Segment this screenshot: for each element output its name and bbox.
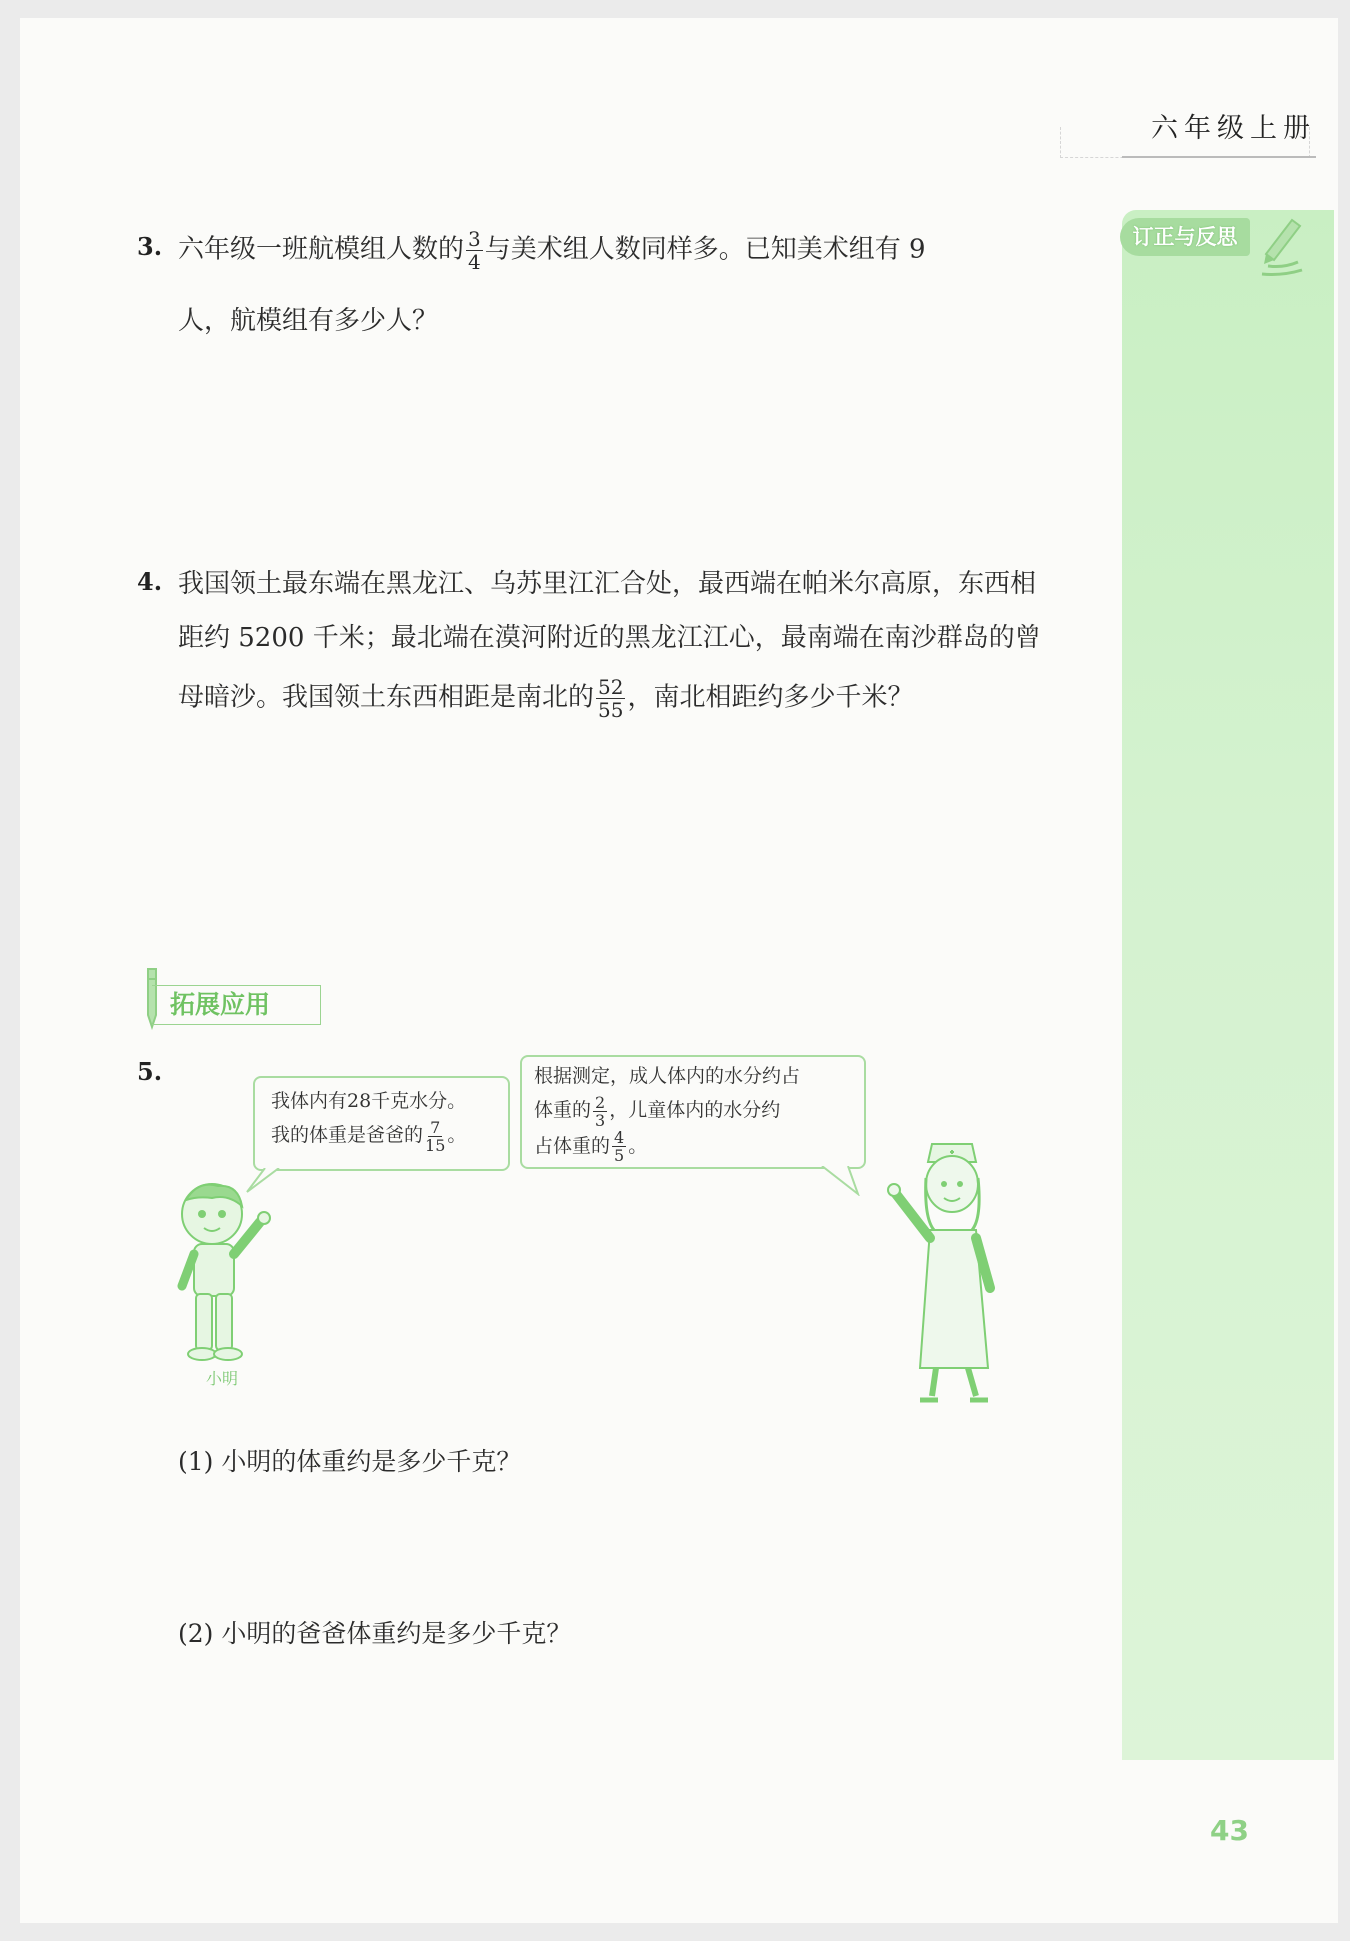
correction-reflection-panel [1122,210,1334,1760]
speech-bubble-doctor [520,1055,866,1169]
grade-header: 六年级上册 [1122,108,1316,158]
bubble-text: 体重的 $\frac{2}{3}$ ，儿童体内的水分约 [534,1092,781,1130]
correction-reflection-tab: 订正与反思 [1120,218,1250,256]
question-5-sub-1: (1) 小明的体重约是多少千克？ [178,1447,522,1476]
page-number: 43 [1210,1814,1249,1847]
pencil-icon [1258,214,1308,284]
fraction-3-4: $\frac{3}{4}$ [468,227,481,274]
bubble-text: 我的体重是爸爸的 $\frac{7}{15}$ 。 [271,1117,467,1155]
fraction-52-55: $\frac{52}{55}$ [598,675,624,722]
question-4-line-2: 距约 5200 千米；最北端在漠河附近的黑龙江江心，最南端在南沙群岛的曾 [178,623,1041,653]
question-4-line-1: 我国领土最东端在黑龙江、乌苏里江汇合处，最西端在帕米尔高原，东西相 [178,569,1037,599]
boy-illustration [168,1178,278,1368]
boy-name-label: 小明 [206,1369,239,1388]
question-3-line-1: 六年级一班航模组人数的 $\frac{3}{4}$ 与美术组人数同样多。已知美术组有 9 [178,227,926,274]
extension-section-title: 拓展应用 [152,985,321,1025]
question-number: 5. [137,1057,163,1086]
question-4-line-3: 母暗沙。我国领土东西相距是南北的 $\frac{52}{55}$ ，南北相距约多少千米？ [178,675,914,722]
bubble-text: 我体内有28千克水分。 [271,1090,467,1112]
bubble-text: 占体重的 $\frac{4}{5}$ 。 [534,1128,648,1165]
bubble-tail [818,1166,862,1196]
bubble-text: 根据测定，成人体内的水分约占 [534,1065,801,1087]
doctor-illustration [880,1138,1020,1408]
speech-bubble-boy [253,1076,510,1171]
question-number: 4. [137,567,163,596]
question-5-sub-2: (2) 小明的爸爸体重约是多少千克？ [178,1619,572,1648]
question-number: 3. [137,232,163,261]
question-3-line-2: 人，航模组有多少人？ [178,306,439,336]
